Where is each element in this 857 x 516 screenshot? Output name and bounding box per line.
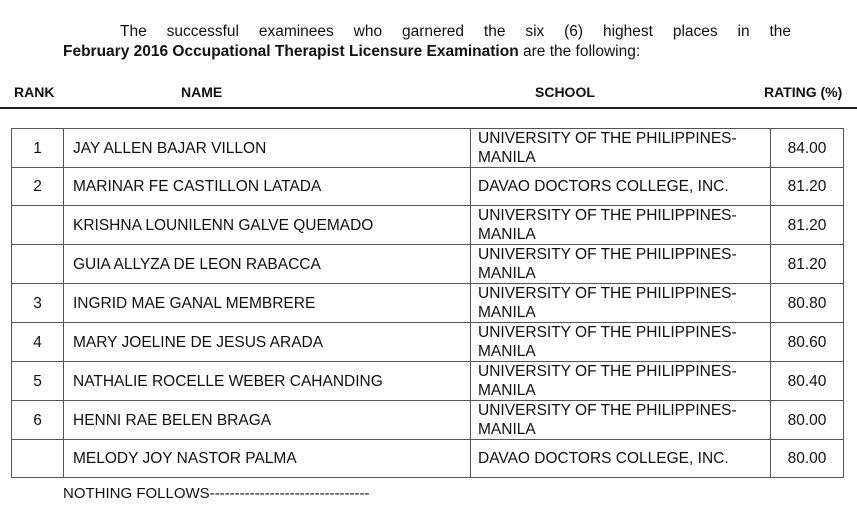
rank-cell: 5 [12, 362, 64, 401]
school-cell: DAVAO DOCTORS COLLEGE, INC. [471, 440, 771, 478]
name-cell: JAY ALLEN BAJAR VILLON [64, 129, 471, 168]
table-row [12, 401, 844, 440]
intro-text-rest: are the following: [518, 43, 641, 60]
table-row [12, 129, 844, 168]
rating-cell: 81.20 [771, 206, 844, 245]
name-cell: KRISHNA LOUNILENN GALVE QUEMADO [64, 206, 471, 245]
name-cell: HENNI RAE BELEN BRAGA [64, 401, 471, 440]
table-row [12, 323, 844, 362]
rank-cell [12, 206, 64, 245]
rating-cell: 80.80 [771, 284, 844, 323]
school-cell: UNIVERSITY OF THE PHILIPPINES-MANILA [471, 284, 771, 323]
school-cell: UNIVERSITY OF THE PHILIPPINES-MANILA [471, 206, 771, 245]
nothing-follows: NOTHING FOLLOWS-------------------------------- [63, 485, 370, 502]
name-cell: MARY JOELINE DE JESUS ARADA [64, 323, 471, 362]
school-cell: DAVAO DOCTORS COLLEGE, INC. [471, 168, 771, 206]
rank-cell: 1 [12, 129, 64, 168]
rank-cell: 2 [12, 168, 64, 206]
exam-title: February 2016 Occupational Therapist Licensure Examination [63, 43, 519, 60]
school-cell: UNIVERSITY OF THE PHILIPPINES-MANILA [471, 401, 771, 440]
rank-cell [12, 245, 64, 284]
table-row [12, 362, 844, 401]
rating-cell: 84.00 [771, 129, 844, 168]
rank-cell: 6 [12, 401, 64, 440]
rating-cell: 80.40 [771, 362, 844, 401]
header-rank: RANK [14, 84, 55, 100]
table-row [12, 168, 844, 206]
name-cell: MARINAR FE CASTILLON LATADA [64, 168, 471, 206]
school-cell: UNIVERSITY OF THE PHILIPPINES-MANILA [471, 362, 771, 401]
rank-cell: 4 [12, 323, 64, 362]
name-cell: MELODY JOY NASTOR PALMA [64, 440, 471, 478]
rating-cell: 81.20 [771, 245, 844, 284]
school-cell: UNIVERSITY OF THE PHILIPPINES-MANILA [471, 323, 771, 362]
table-row [12, 206, 844, 245]
rating-cell: 80.60 [771, 323, 844, 362]
table-row [12, 245, 844, 284]
header-rating: RATING (%) [764, 84, 843, 100]
rating-cell: 81.20 [771, 168, 844, 206]
school-cell: UNIVERSITY OF THE PHILIPPINES-MANILA [471, 245, 771, 284]
name-cell: GUIA ALLYZA DE LEON RABACCA [64, 245, 471, 284]
rank-cell: 3 [12, 284, 64, 323]
school-cell: UNIVERSITY OF THE PHILIPPINES-MANILA [471, 129, 771, 168]
rating-cell: 80.00 [771, 440, 844, 478]
name-cell: NATHALIE ROCELLE WEBER CAHANDING [64, 362, 471, 401]
intro-text: The successful examinees who garnered the six (6) highest places in the [120, 23, 791, 40]
header-divider [0, 107, 857, 109]
intro-line-1 [63, 23, 791, 41]
rank-cell [12, 440, 64, 478]
results-table [11, 128, 844, 478]
rating-cell: 80.00 [771, 401, 844, 440]
header-school: SCHOOL [535, 84, 595, 100]
intro-line-2 [63, 43, 640, 61]
header-name: NAME [181, 84, 223, 100]
table-row [12, 284, 844, 323]
table-row [12, 440, 844, 478]
name-cell: INGRID MAE GANAL MEMBRERE [64, 284, 471, 323]
